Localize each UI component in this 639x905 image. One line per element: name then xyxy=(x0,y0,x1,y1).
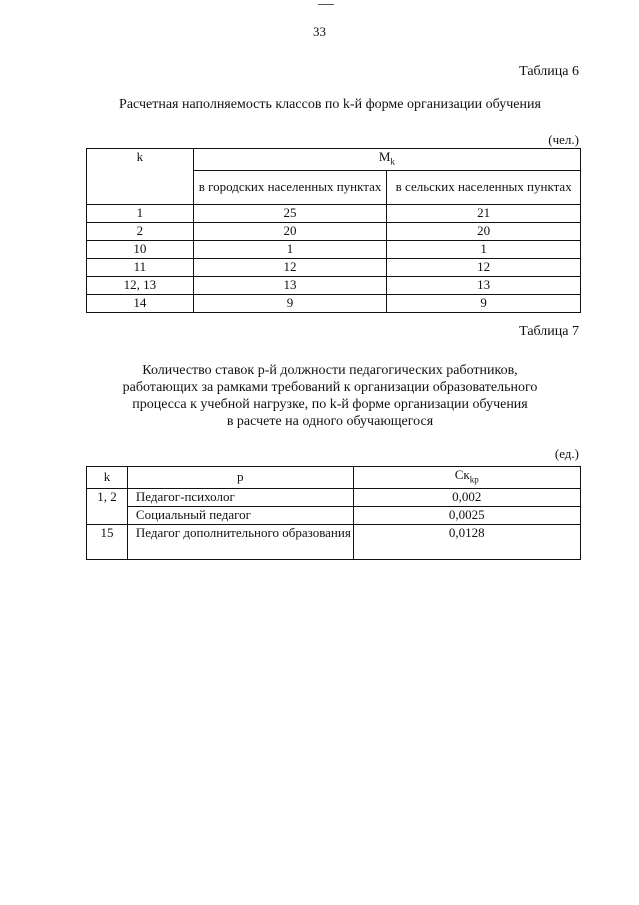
table-row xyxy=(87,294,581,312)
table7-title xyxy=(60,362,600,430)
cell-value: 0,0128 xyxy=(353,524,580,559)
cell-p: Педагог-психолог xyxy=(127,488,353,506)
cell-urban: 25 xyxy=(193,204,387,222)
table6-header-k: k xyxy=(87,149,194,205)
cell-p: Педагог дополнительного образования xyxy=(127,524,353,559)
m-main: M xyxy=(378,149,391,164)
table-row xyxy=(87,222,581,240)
ck-main: Ск xyxy=(454,467,470,482)
table7-caption: Таблица 7 xyxy=(519,324,579,339)
cell-urban: 1 xyxy=(193,240,387,258)
m-sub: k xyxy=(390,156,395,167)
cell-urban: 20 xyxy=(193,222,387,240)
cell-rural: 1 xyxy=(387,240,581,258)
cell-urban: 13 xyxy=(193,276,387,294)
table6-header-m xyxy=(193,149,580,171)
cell-urban: 12 xyxy=(193,258,387,276)
table7-unit: (ед.) xyxy=(554,446,579,461)
table7-header-k: k xyxy=(87,467,128,489)
table7-title-line: в расчете на одного обучающегося xyxy=(226,414,434,429)
table7-header-row xyxy=(87,467,581,489)
table7-header-ck xyxy=(353,467,580,489)
cell-rural: 20 xyxy=(387,222,581,240)
table-row xyxy=(87,240,581,258)
table-row xyxy=(87,276,581,294)
ck-sub: kp xyxy=(469,474,479,485)
table6-title: Расчетная наполняемость классов по k-й форме организации обучения xyxy=(119,97,541,112)
table6-header-rural: в сельских населенных пунктах xyxy=(387,170,581,204)
cell-rural: 9 xyxy=(387,294,581,312)
table6-caption: Таблица 6 xyxy=(519,64,579,79)
cell-k: 14 xyxy=(87,294,194,312)
table-row xyxy=(87,506,581,524)
table6 xyxy=(86,148,581,313)
table7-title-line: работающих за рамками требований к организации образовательного xyxy=(122,380,538,395)
cell-value: 0,0025 xyxy=(353,506,580,524)
top-rule xyxy=(318,4,334,5)
cell-value: 0,002 xyxy=(353,488,580,506)
table7-header-p: p xyxy=(127,467,353,489)
page-number: 33 xyxy=(313,24,326,39)
cell-k: 1, 2 xyxy=(87,488,128,524)
table7-title-line: процесса к учебной нагрузке, по k-й форме организации обучения xyxy=(132,397,528,412)
cell-urban: 9 xyxy=(193,294,387,312)
table6-header-urban: в городских населенных пунктах xyxy=(193,170,387,204)
cell-k: 2 xyxy=(87,222,194,240)
cell-k: 11 xyxy=(87,258,194,276)
cell-rural: 13 xyxy=(387,276,581,294)
table7 xyxy=(86,466,581,560)
table-row xyxy=(87,258,581,276)
table6-unit: (чел.) xyxy=(548,132,579,147)
table-row xyxy=(87,488,581,506)
table-row xyxy=(87,524,581,559)
table7-title-line: Количество ставок р-й должности педагогических работников, xyxy=(142,363,518,378)
cell-p: Социальный педагог xyxy=(127,506,353,524)
table-row xyxy=(87,204,581,222)
cell-k: 15 xyxy=(87,524,128,559)
cell-rural: 21 xyxy=(387,204,581,222)
cell-rural: 12 xyxy=(387,258,581,276)
cell-k: 10 xyxy=(87,240,194,258)
cell-k: 12, 13 xyxy=(87,276,194,294)
cell-k: 1 xyxy=(87,204,194,222)
